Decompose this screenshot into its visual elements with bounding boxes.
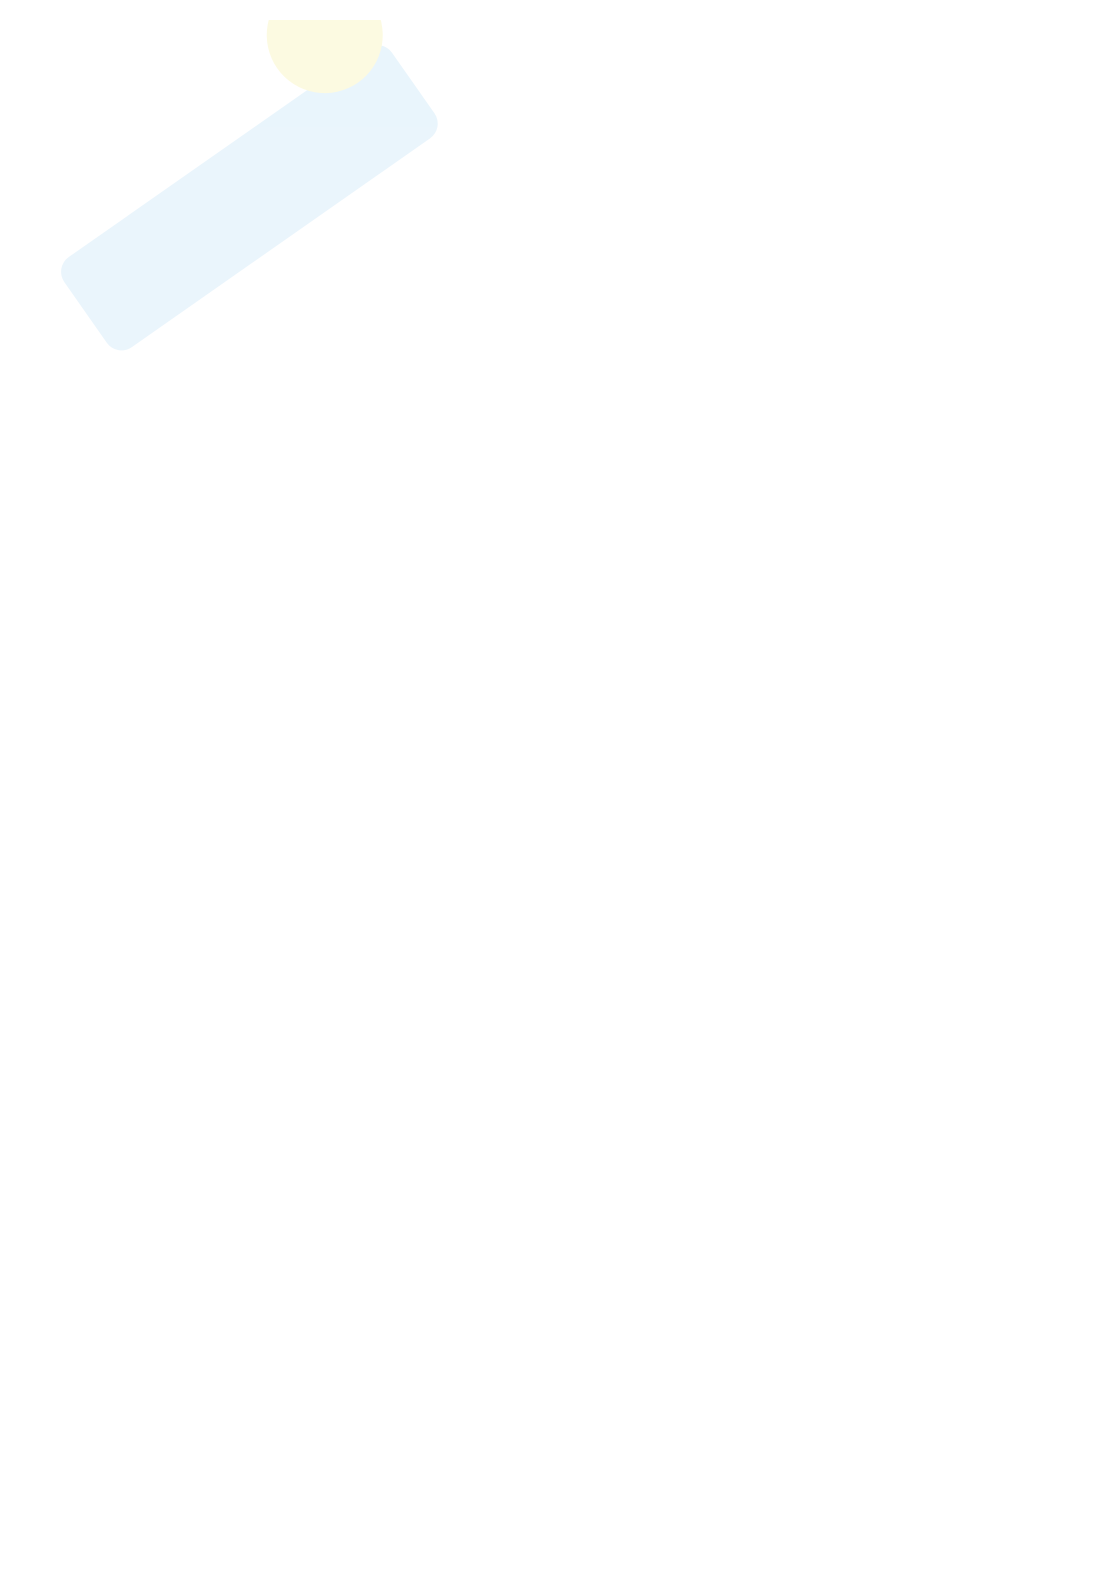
section-gap: [107, 132, 1002, 157]
document-page: [107, 132, 1002, 243]
example-heading-line: [107, 157, 1002, 183]
